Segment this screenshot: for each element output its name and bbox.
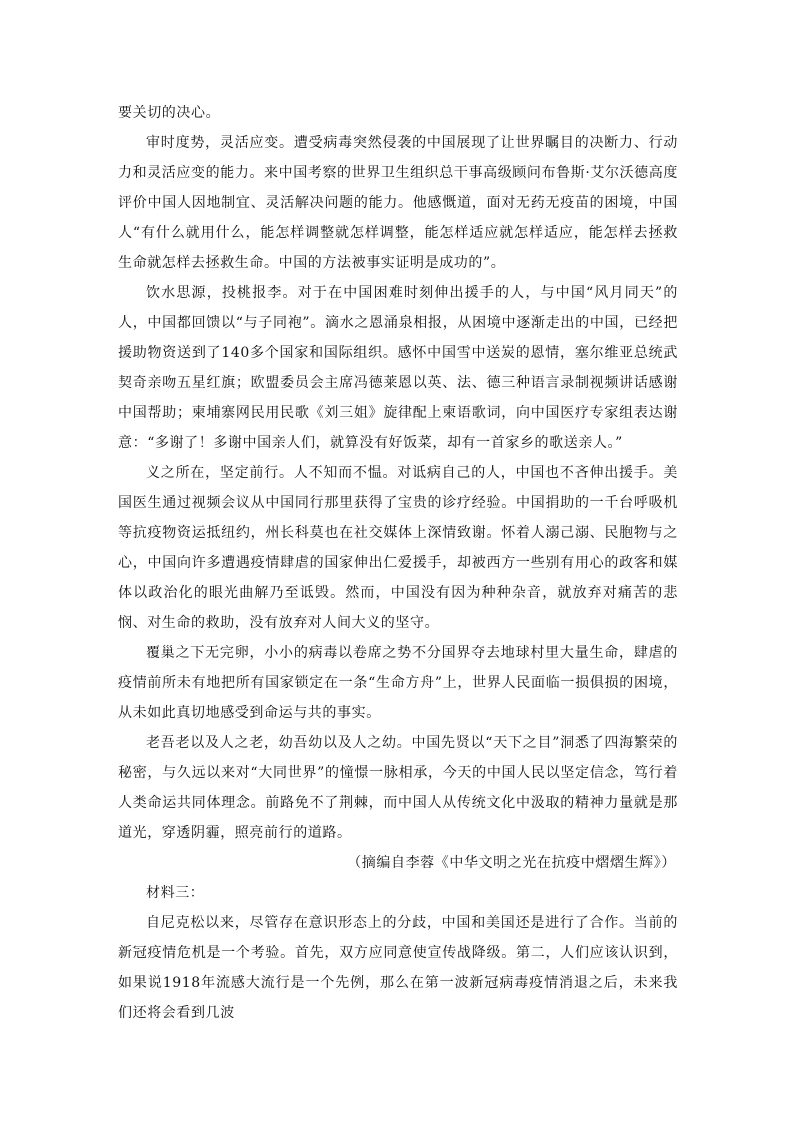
source-citation: （摘编自李蓉《中华文明之光在抗疫中熠熠生辉》）	[347, 855, 676, 871]
material-label: 材料三：	[146, 885, 205, 901]
material-paragraph: 自尼克松以来，尽管存在意识形态上的分歧，中国和美国还是进行了合作。当前的新冠疫情危机是一个考验。首先，双方应同意使宣传战降级。第二，人们应该认识到，如果说1918年流感大流行是一个先例，那么在第一波新冠病毒疫情消退之后，未来我们还将会看到几波	[118, 915, 678, 1021]
paragraph: 审时度势，灵活应变。遭受病毒突然侵袭的中国展现了让世界瞩目的决断力、行动力和灵活应变的能力。来中国考察的世界卫生组织总干事高级顾问布鲁斯·艾尔沃德高度评价中国人因地制宜、灵活解决问题的能力。他感慨道，面对无药无疫苗的困境，中国人“有什么就用什么，能怎样调整就怎样调整，能怎样适应就怎样适应，能怎样去拯救生命就怎样去拯救生命。中国的方法被事实证明是成功的”。	[118, 135, 678, 271]
paragraph-continuation: 要关切的决心。	[118, 105, 221, 121]
paragraph: 饮水思源，投桃报李。对于在中国困难时刻伸出援手的人，与中国“风月同天”的人，中国都回馈以“与子同袍”。滴水之恩涌泉相报，从困境中逐渐走出的中国，已经把援助物资送到了140多个国家和国际组织。感怀中国雪中送炭的恩情，塞尔维亚总统武契奇亲吻五星红旗；欧盟委员会主席冯德莱恩以英、法、德三种语言录制视频讲话感谢中国帮助；柬埔寨网民用民歌《刘三姐》旋律配上柬语歌词，向中国医疗专家组表达谢意：“多谢了！多谢中国亲人们，就算没有好饭菜，却有一首家乡的歌送亲人。”	[118, 285, 678, 451]
paragraph: 老吾老以及人之老，幼吾幼以及人之幼。中国先贤以“天下之目”洞悉了四海繁荣的秘密，与久远以来对“大同世界”的憧憬一脉相承，今天的中国人民以坚定信念，笃行着人类命运共同体理念。前路免不了荆棘，而中国人从传统文化中汲取的精神力量就是那道光，穿透阴霾，照亮前行的道路。	[118, 735, 678, 841]
paragraph: 义之所在，坚定前行。人不知而不愠。对诋病自己的人，中国也不吝伸出援手。美国医生通过视频会议从中国同行那里获得了宝贵的诊疗经验。中国捐助的一千台呼吸机等抗疫物资运抵纽约，州长科莫也在社交媒体上深情致谢。怀着人溺己溺、民胞物与之心，中国向许多遭遇疫情肆虐的国家伸出仁爱援手，却被西方一些别有用心的政客和媒体以政治化的眼光曲解乃至诋毁。然而，中国没有因为种种杂音，就放弃对痛苦的悲悯、对生命的救助，没有放弃对人间大义的坚守。	[118, 465, 678, 631]
paragraph: 覆巢之下无完卵，小小的病毒以卷席之势不分国界夺去地球村里大量生命，肆虐的疫情前所未有地把所有国家锁定在一条“生命方舟”上，世界人民面临一损俱损的困境，从未如此真切地感受到命运与共的事实。	[118, 645, 678, 721]
document-body	[118, 98, 678, 1028]
